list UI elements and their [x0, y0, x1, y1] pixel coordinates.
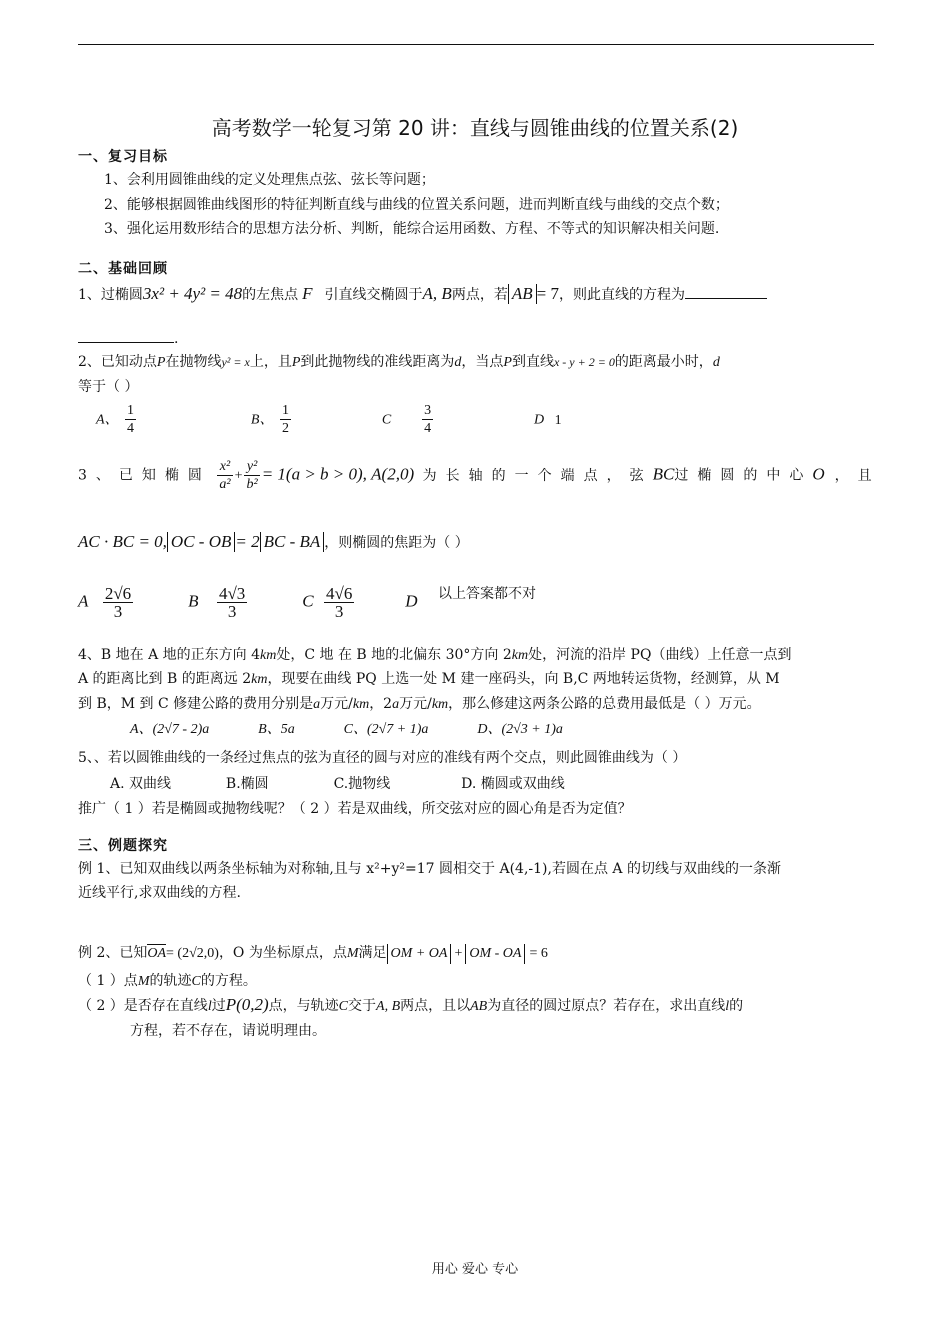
- goal-item: 2、能够根据圆锥曲线图形的特征判断直线与曲线的位置关系问题，进而判断直线与曲线的交点个数；: [104, 197, 729, 213]
- q3-ellipse-cond: = 1(a > b > 0), A(2,0): [261, 464, 415, 484]
- goal-item: 3、强化运用数形结合的思想方法分析、判断，能综合运用函数、方程、不等式的知识解决相关问题.: [104, 221, 720, 237]
- q1-points: A, B: [422, 284, 452, 303]
- point-m: M: [346, 946, 359, 961]
- option-d-label: D: [405, 591, 418, 611]
- denominator: 3: [113, 602, 123, 621]
- unit-km: km: [511, 648, 529, 663]
- q1-end: .: [174, 331, 179, 347]
- q2-text: 的距离最小时，: [614, 354, 713, 370]
- q2-point-p: P: [291, 355, 301, 370]
- option-d-value: (2√3 + 1)a: [501, 722, 563, 737]
- option-b-value: [280, 402, 291, 437]
- option-d-label: D: [534, 412, 545, 428]
- q1-text: 两点，若: [451, 287, 508, 303]
- option-b: B.椭圆: [225, 776, 269, 792]
- option-b-value: 5a: [280, 722, 295, 737]
- example-1-line2: 近线平行,求双曲线的方程.: [78, 885, 241, 901]
- q3-fraction-y: [244, 458, 259, 493]
- point-m: M: [137, 974, 150, 989]
- q1-text: 引直线交椭圆于: [324, 287, 423, 303]
- numerator: 1: [127, 403, 135, 418]
- q2-text: ，当点: [461, 354, 504, 370]
- option-c-value: (2√7 + 1)a: [366, 722, 429, 737]
- curve-c: C: [191, 974, 201, 989]
- q2-point-p: P: [156, 355, 166, 370]
- q3-chord: BC: [652, 464, 675, 484]
- option-a-value: [125, 402, 136, 437]
- q1-eq: = 7: [536, 284, 559, 303]
- option-a-label: A、: [130, 722, 153, 737]
- question-2-line2: 等于（ ）: [78, 379, 139, 395]
- plus-sign: +: [234, 468, 243, 484]
- question-2-options: [96, 402, 562, 437]
- q3-center: O: [812, 464, 825, 484]
- q4-text: 万元/: [320, 696, 353, 712]
- unit-km: km: [260, 648, 277, 663]
- q1-abs-ab: AB: [508, 284, 537, 304]
- section-heading-examples: 三、例题探究: [78, 838, 168, 854]
- ex2-abs-1: OM + OA: [387, 944, 452, 964]
- denominator: a²: [219, 477, 231, 492]
- question-4-line2: [78, 670, 780, 689]
- plus-sign: +: [454, 946, 463, 961]
- q1-text: ，则此直线的方程为: [558, 287, 685, 303]
- q4-text: 处，河流的沿岸 PQ（曲线）上任意一点到: [528, 647, 792, 663]
- option-c-value: [324, 585, 354, 620]
- question-3-line1: [78, 458, 881, 493]
- q4-text: ，现要在曲线 PQ 上选一处 M 建一座码头，向 B,C 两地转运货物，经测算，从 M: [267, 671, 780, 687]
- vector-oa: OA: [147, 946, 167, 961]
- answer-blank: [685, 286, 767, 299]
- question-4-line3: [78, 695, 761, 714]
- ex2-text: 的方程。: [200, 973, 257, 989]
- line-l: l: [207, 999, 212, 1014]
- q1-text: 的左焦点: [242, 287, 299, 303]
- q4-text: A 的距离比到 B 的距离远 2: [78, 671, 252, 687]
- option-d-label: D、: [477, 722, 502, 737]
- ex2-text: （ 2 ）是否存在直线: [78, 998, 208, 1014]
- option-a-label: A、: [96, 412, 119, 428]
- q1-text: 1、过椭圆: [78, 287, 143, 303]
- question-5-options: [110, 775, 565, 793]
- numerator: x²: [217, 458, 232, 476]
- q4-text: 处，C 地 在 B 地的北偏东 30°方向 2: [276, 647, 512, 663]
- ex2-text: 满足: [358, 945, 387, 961]
- point-p: P(0,2): [225, 995, 269, 1014]
- unit-km: km: [251, 672, 268, 687]
- question-5-extension: 推广（ 1 ）若是椭圆或抛物线呢？（ 2 ）若是双曲线，所交弦对应的圆心角是否为定值？: [78, 801, 632, 817]
- option-c-value: [422, 402, 433, 437]
- denominator: b²: [246, 477, 258, 492]
- numerator: 1: [281, 403, 289, 418]
- goal-item: 1、会利用圆锥曲线的定义处理焦点弦、弦长等问题；: [104, 172, 435, 188]
- question-3-line2: [78, 532, 469, 552]
- q3-text: ，且: [834, 467, 881, 484]
- section-heading-goals: 一、复习目标: [78, 149, 168, 165]
- q4-text: ，2: [369, 696, 393, 712]
- q3-eq: = 2: [235, 532, 260, 551]
- var-a: a: [313, 697, 321, 712]
- q3-text: 3、已知椭圆: [78, 467, 211, 484]
- ex2-text: 过: [211, 998, 226, 1014]
- question-1-line2: [78, 330, 178, 348]
- segment-ab: AB: [470, 999, 488, 1014]
- q3-text: ，则椭圆的焦距为（ ）: [324, 535, 469, 551]
- option-c-label: C: [381, 412, 392, 428]
- numerator: 4√6: [325, 584, 353, 603]
- option-a-value: [103, 585, 133, 620]
- numerator: 2√6: [104, 584, 132, 603]
- option-b-label: B、: [258, 722, 281, 737]
- example-1-line1: 例 1、已知双曲线以两条坐标轴为对称轴,且与 x²+y²=17 圆相交于 A(4,-1),若圆在点 A 的切线与双曲线的一条渐: [78, 861, 781, 877]
- curve-c: C: [338, 999, 349, 1014]
- header-rule: [78, 44, 874, 45]
- q1-focus: F: [302, 284, 313, 303]
- example-2-line3: [78, 996, 743, 1016]
- q2-text: 上，且: [249, 354, 292, 370]
- option-a-value: (2√7 - 2)a: [152, 722, 210, 737]
- q2-line-eq: x - y + 2 = 0: [553, 355, 615, 369]
- question-3-options: [78, 585, 536, 620]
- q2-text: 到直线: [511, 354, 554, 370]
- section-heading-review: 二、基础回顾: [78, 261, 168, 277]
- option-d-value: 以上答案都不对: [437, 586, 536, 602]
- option-a-label: A: [78, 591, 89, 611]
- q2-text: 到此抛物线的准线距离为: [300, 354, 455, 370]
- q3-abs-1: OC - OB: [167, 532, 235, 552]
- q3-abs-2: BC - BA: [260, 532, 325, 552]
- ex2-text: 点，与轨迹: [268, 998, 339, 1014]
- ex2-abs-2: OM - OA: [465, 944, 525, 964]
- question-4-options: [130, 720, 563, 739]
- q2-d: d: [712, 355, 720, 370]
- ex2-text: 两点，且以: [400, 998, 471, 1014]
- ex2-vector-value: = (2√2,0): [166, 946, 219, 961]
- unit-km: km: [431, 697, 449, 712]
- example-2-line2: [78, 972, 257, 991]
- option-a: A. 双曲线: [110, 776, 172, 792]
- ex2-text: （ 1 ）点: [78, 973, 138, 989]
- denominator: 3: [334, 602, 344, 621]
- page-footer: 用心 爱心 专心: [431, 1262, 519, 1277]
- q2-text: 在抛物线: [165, 354, 222, 370]
- denominator: 3: [227, 602, 237, 621]
- option-c-label: C、: [343, 722, 367, 737]
- option-b-label: B、: [250, 412, 274, 428]
- q4-text: 4、B 地在 A 地的正东方向 4: [78, 647, 261, 663]
- example-2-line4: 方程，若不存在，请说明理由。: [130, 1023, 326, 1039]
- ex2-text: 的: [729, 998, 744, 1014]
- option-c-label: C: [302, 591, 314, 611]
- answer-blank: [78, 330, 174, 343]
- line-l: l: [725, 999, 730, 1014]
- q3-vector-cond: AC · BC = 0,: [78, 532, 167, 551]
- page-title: 高考数学一轮复习第 20 讲：直线与圆锥曲线的位置关系(2): [211, 116, 739, 140]
- ex2-text: 交于: [348, 998, 377, 1014]
- option-d: D. 椭圆或双曲线: [461, 776, 565, 792]
- unit-km: km: [352, 697, 370, 712]
- q4-text: ，那么修建这两条公路的总费用最低是（ ）万元。: [448, 696, 761, 712]
- q3-text: 为长轴的一个端点，弦: [422, 467, 653, 484]
- option-c: C.抛物线: [333, 776, 391, 792]
- option-b-value: [217, 585, 247, 620]
- ex2-eq: = 6: [529, 946, 548, 961]
- q2-text: 2、已知动点: [78, 354, 157, 370]
- q1-ellipse-eq: 3x² + 4y² = 48: [142, 284, 243, 303]
- q4-text: 万元/: [399, 696, 432, 712]
- option-b-label: B: [188, 591, 199, 611]
- var-a: a: [392, 697, 400, 712]
- question-1-line1: [78, 284, 767, 304]
- ex2-text: ，O 为坐标原点，点: [218, 945, 347, 961]
- ex2-text: 例 2、已知: [78, 945, 148, 961]
- q4-text: 到 B，M 到 C 修建公路的费用分别是: [78, 696, 314, 712]
- denominator: 4: [424, 421, 432, 436]
- ex2-text: 为直径的圆过原点？若存在，求出直线: [487, 998, 726, 1014]
- numerator: 4√3: [218, 584, 246, 603]
- q3-text: 过椭圆的中心: [674, 467, 813, 484]
- option-d-value: 1: [554, 412, 562, 428]
- q2-point-p: P: [503, 355, 512, 370]
- q3-fraction-x: [217, 458, 232, 493]
- q2-parabola: y² = x: [221, 355, 250, 369]
- question-2-line1: [78, 353, 720, 372]
- ex2-text: 的轨迹: [149, 973, 192, 989]
- example-2-line1: [78, 944, 548, 964]
- q2-d: d: [454, 355, 462, 370]
- question-5-line1: 5、、若以圆锥曲线的一条经过焦点的弦为直径的圆与对应的准线有两个交点，则此圆锥曲线为（ ）: [78, 750, 687, 766]
- question-4-line1: [78, 646, 791, 665]
- numerator: 3: [424, 403, 432, 418]
- denominator: 2: [281, 421, 289, 436]
- numerator: y²: [244, 458, 259, 476]
- denominator: 4: [127, 421, 135, 436]
- points-ab: A, B: [376, 999, 401, 1014]
